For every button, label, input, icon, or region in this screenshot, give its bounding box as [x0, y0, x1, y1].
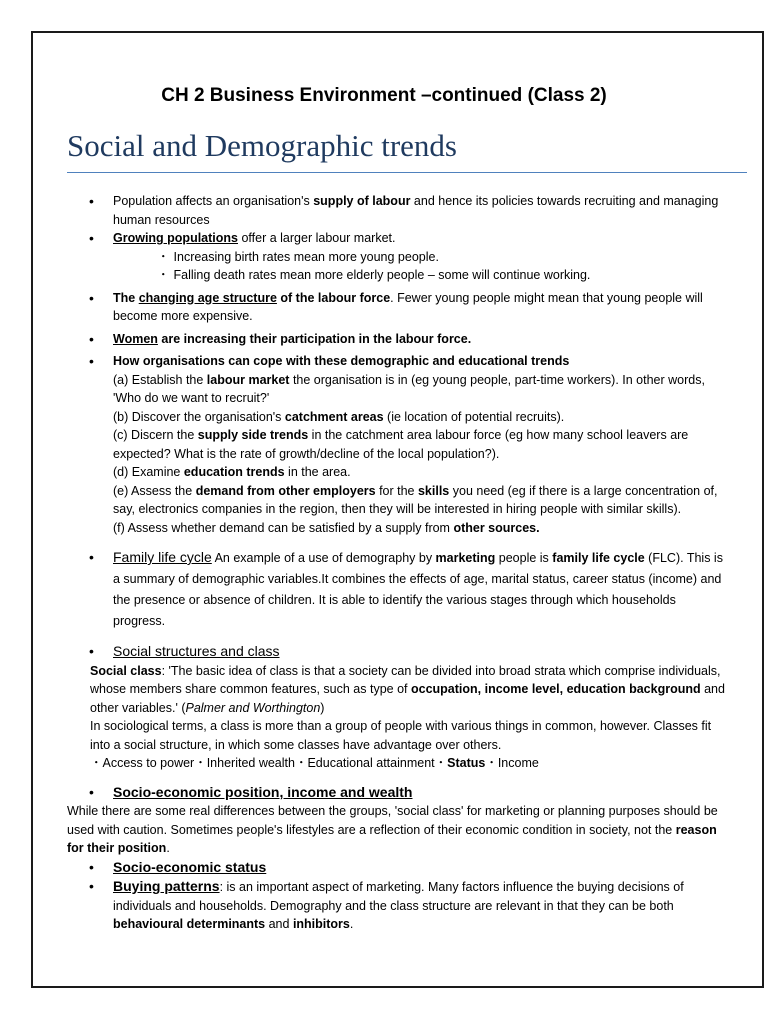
bullet-growing-populations: • Growing populations offer a larger labour market. [67, 229, 727, 248]
document-title: CH 2 Business Environment –continued (Class 2) [161, 85, 607, 106]
bullet-cope-trends: • How organisations can cope with these demographic and educational trends (a) Establish the labour market the organisation is in (eg young people, part-time workers). In other words, 'Who do we want to recruit?' (b) Discover the organisation's catchment areas (ie location of potential recruits). (c) Discern the supply side trends in the catchment area labour force (eg how many school leavers are expected? What is the rate of growth/decline of the local population?). (d) Examine education trends in the area. (e) Assess the demand from other employers for the skills you need (eg if there is a large concentration of, say, electronics companies in the region, then they will be interested in hiring people with similar skills). (f) Assess whether demand can be satisfied by a supply from other sources. [67, 352, 727, 537]
sub-item-birth-rates: ・ Increasing birth rates mean more young people. [157, 249, 439, 264]
bullet-age-structure: • The changing age structure of the labour force. Fewer young people might mean that young people will become more expensive. [67, 289, 727, 326]
bullet-social-structures: • Social structures and class [67, 642, 727, 662]
social-class-paragraph: Social class: 'The basic idea of class is that a society can be divided into broad strata which comprise individuals, whose members share common features, such as type of occupation, income level, education background and other variables.' (Palmer and Worthington) In sociological terms, a class is more than a group of people with various things in common, however. Classes fit into a social structure, in which some classes have advantage over others. ・Access to power・Inherited wealth・Educational attainment・Status・Income [90, 663, 725, 770]
bullet-socio-economic-position: • Socio-economic position, income and wealth [67, 783, 727, 803]
section-heading: Social and Demographic trends [67, 128, 457, 163]
bullet-buying-patterns: • Buying patterns: is an important aspect of marketing. Many factors influence the buying decisions of individuals and households. Demography and the class structure are relevant in that they can be both behavioural determinants and inhibitors. [67, 877, 727, 934]
sub-item-death-rates: ・ Falling death rates mean more elderly people – some will continue working. [157, 268, 591, 282]
bullet-socio-economic-status: • Socio-economic status [67, 858, 727, 878]
bullet-population: • Population affects an organisation's supply of labour and hence its policies towards recruiting and managing human resources [67, 192, 727, 229]
bullet-women: • Women are increasing their participation in the labour force. [67, 330, 727, 349]
socio-economic-paragraph: While there are some real differences between the groups, 'social class' for marketing or planning purposes should be used with caution. Sometimes people's lifestyles are a reflection of their economic condition in society, not the reason for their position. [67, 804, 718, 855]
document-body [67, 192, 727, 934]
heading-rule [67, 172, 747, 173]
bullet-family-life-cycle: • Family life cycle An example of a use of demography by marketing people is family life cycle (FLC). This is a summary of demographic variables.It combines the effects of age, marital status, career status (income) and the presence or absence of children. It is able to identify the various stages through which households progress. [67, 547, 727, 632]
